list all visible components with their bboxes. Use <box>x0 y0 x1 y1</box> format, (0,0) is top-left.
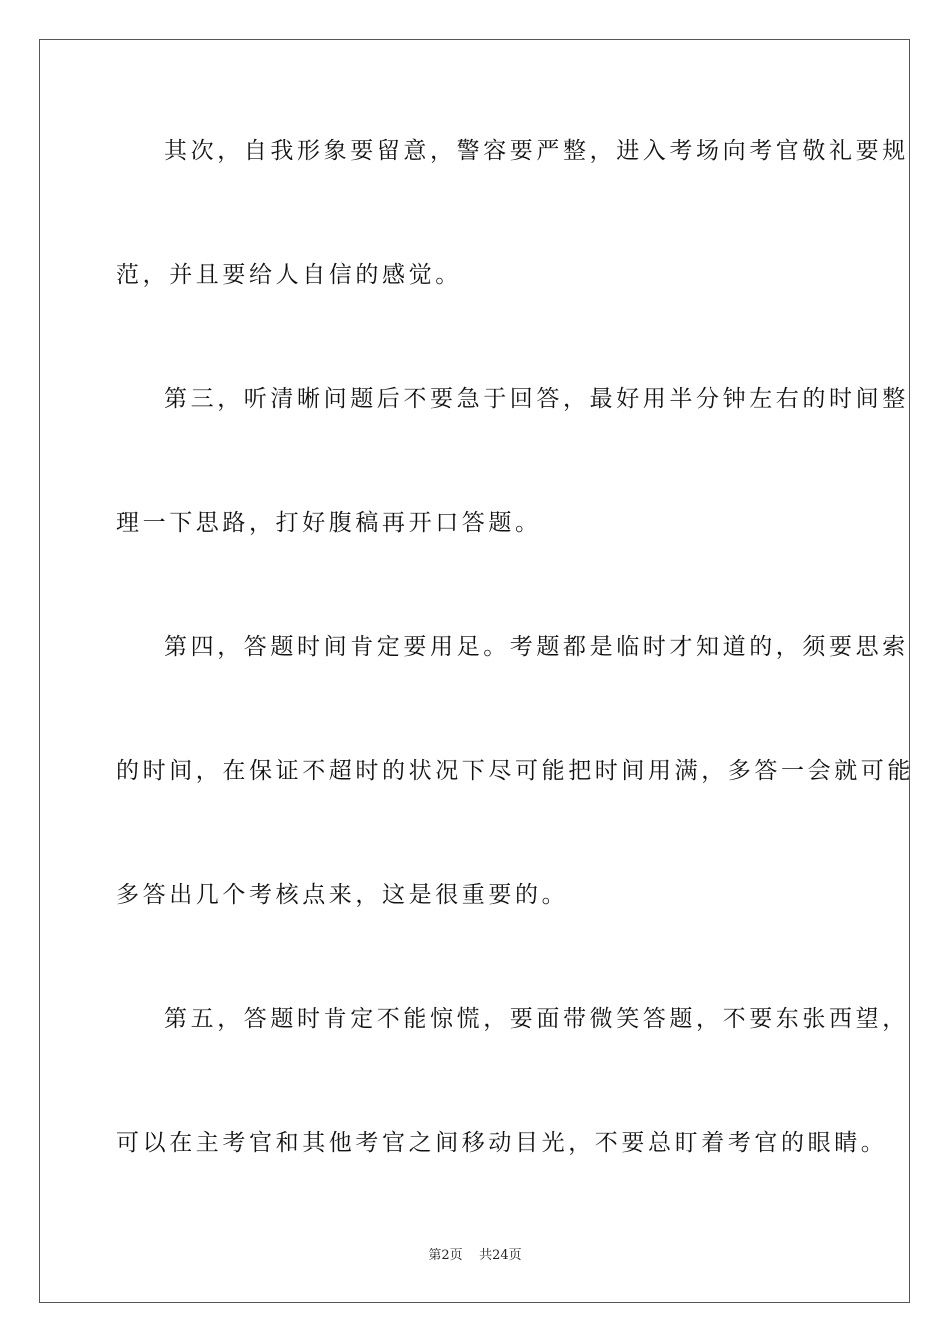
paragraph-line: 第四，答题时间肯定要用足。考题都是临时才知道的，须要思索 <box>164 634 909 660</box>
paragraph-line: 的时间，在保证不超时的状况下尽可能把时间用满，多答一会就可能 <box>116 758 914 784</box>
page-total: 共24页 <box>479 1248 522 1263</box>
paragraph-line: 理一下思路，打好腹稿再开口答题。 <box>116 510 542 536</box>
paragraph-line: 其次，自我形象要留意，警容要严整，进入考场向考官敬礼要规 <box>164 138 909 164</box>
paragraph-line: 可以在主考官和其他考官之间移动目光，不要总盯着考官的眼睛。 <box>116 1130 888 1156</box>
page-number: 第2页 <box>428 1248 463 1263</box>
paragraph-line: 范，并且要给人自信的感觉。 <box>116 262 462 288</box>
page-footer <box>0 1247 950 1265</box>
paragraph-line: 第三，听清晰问题后不要急于回答，最好用半分钟左右的时间整 <box>164 386 909 412</box>
paragraph-line: 多答出几个考核点来，这是很重要的。 <box>116 882 569 908</box>
page-border <box>39 39 910 1303</box>
paragraph-line: 第五，答题时肯定不能惊慌，要面带微笑答题，不要东张西望， <box>164 1006 909 1032</box>
